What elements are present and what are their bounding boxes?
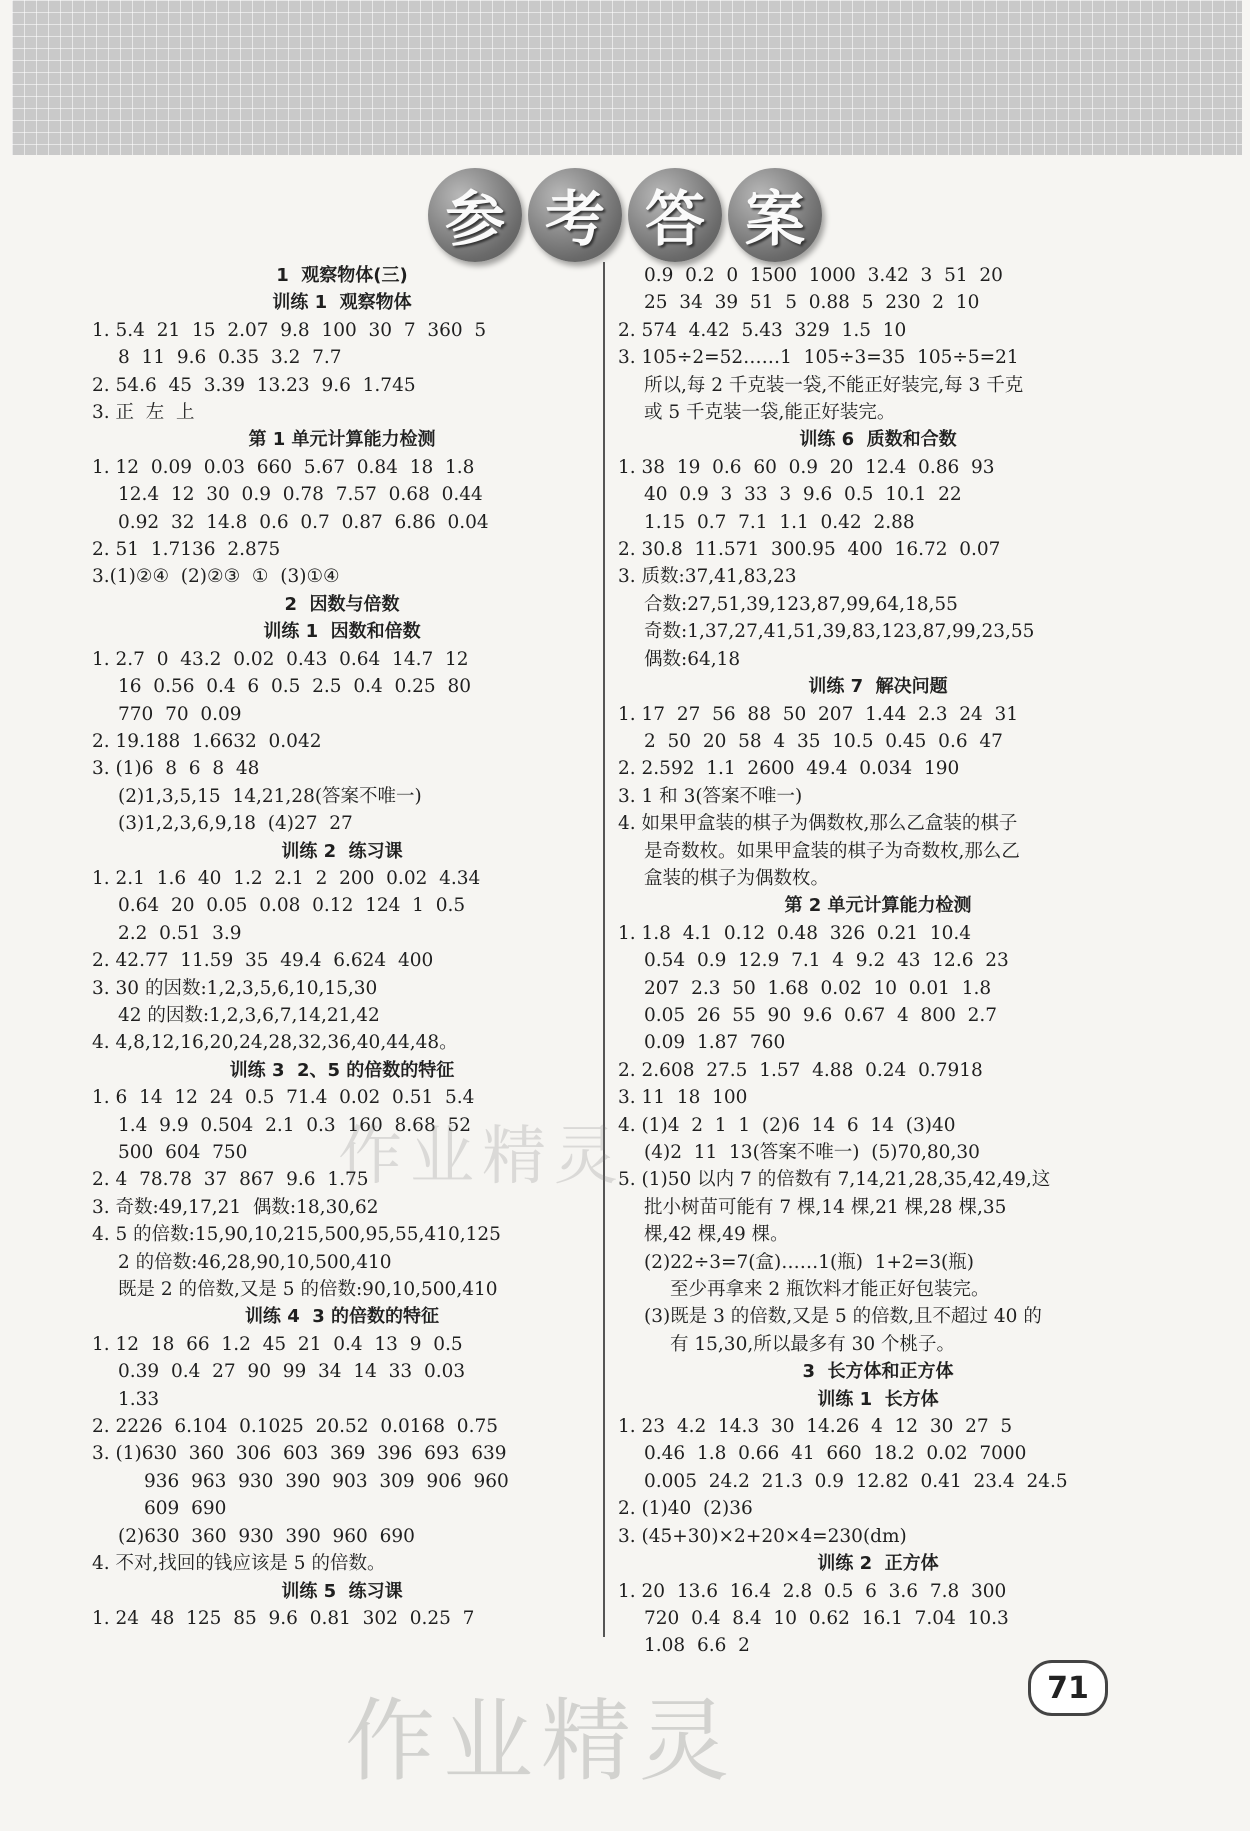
section-heading: 训练 1 长方体 (817, 1388, 939, 1410)
answer-line: 2. 19.188 1.6632 0.042 (92, 730, 322, 752)
answer-line: 4. 4,8,12,16,20,24,28,32,36,40,44,48。 (92, 1032, 458, 1054)
answer-line: 40 0.9 3 33 3 9.6 0.5 10.1 22 (644, 484, 962, 506)
answer-line: 4. 5 的倍数:15,90,10,215,500,95,55,410,125 (92, 1224, 501, 1246)
section-heading: 3 长方体和正方体 (802, 1361, 954, 1383)
answer-line: (2)1,3,5,15 14,21,28(答案不唯一) (118, 785, 422, 807)
answer-line: 1. 20 13.6 16.4 2.8 0.5 6 3.6 7.8 300 (618, 1580, 1007, 1602)
answer-line: 2. 2.608 27.5 1.57 4.88 0.24 0.7918 (618, 1059, 983, 1081)
answer-line: 25 34 39 51 5 0.88 5 230 2 10 (644, 292, 980, 314)
section-heading: 第 1 单元计算能力检测 (248, 429, 436, 451)
answer-line: 0.005 24.2 21.3 0.9 12.82 0.41 23.4 24.5 (644, 1470, 1068, 1492)
answer-line: 2. (1)40 (2)36 (618, 1498, 753, 1520)
section-heading: 训练 2 正方体 (817, 1553, 939, 1575)
answer-line: 720 0.4 8.4 10 0.62 16.1 7.04 10.3 (644, 1607, 1009, 1629)
watermark: 作业精灵 (338, 1120, 626, 1194)
answer-line: 3. 正 左 上 (92, 402, 195, 424)
answer-line: 奇数:1,37,27,41,51,39,83,123,87,99,23,55 (644, 621, 1035, 643)
header-grid-band (12, 0, 1242, 155)
answer-line: 所以,每 2 千克装一袋,不能正好装完,每 3 千克 (644, 374, 1024, 396)
column-divider (603, 262, 605, 1637)
answer-line: 1.15 0.7 7.1 1.1 0.42 2.88 (644, 511, 915, 533)
section-heading: 1 观察物体(三) (276, 265, 408, 286)
section-heading: 训练 1 观察物体 (272, 292, 412, 314)
answer-line: 3. 30 的因数:1,2,3,5,6,10,15,30 (92, 977, 378, 999)
answer-line: 4. 不对,找回的钱应该是 5 的倍数。 (92, 1553, 386, 1575)
answer-line: 偶数:64,18 (644, 648, 741, 670)
answer-line: 2. 51 1.7136 2.875 (92, 539, 281, 561)
answer-line: 批小树苗可能有 7 棵,14 棵,21 棵,28 棵,35 (644, 1196, 1007, 1218)
answer-line: 0.92 32 14.8 0.6 0.7 0.87 6.86 0.04 (118, 511, 489, 533)
answer-line: (2)630 360 930 390 960 690 (118, 1525, 415, 1547)
section-heading: 训练 7 解决问题 (808, 676, 948, 698)
answer-line: 有 15,30,所以最多有 30 个桃子。 (670, 1333, 956, 1355)
answer-line: 3. 105÷2=52……1 105÷3=35 105÷5=21 (618, 347, 1019, 369)
answer-line: 4. 如果甲盒装的棋子为偶数枚,那么乙盒装的棋子 (618, 813, 1018, 835)
answer-line: 4. (1)4 2 1 1 (2)6 14 6 14 (3)40 (618, 1114, 956, 1136)
answer-line: 42 的因数:1,2,3,6,7,14,21,42 (118, 1004, 380, 1026)
answer-line: (4)2 11 13(答案不唯一) (5)70,80,30 (644, 1142, 980, 1163)
answer-line: (3)既是 3 的倍数,又是 5 的倍数,且不超过 40 的 (644, 1306, 1042, 1328)
answer-line: 0.39 0.4 27 90 99 34 14 33 0.03 (118, 1361, 466, 1383)
section-heading: 训练 5 练习课 (281, 1580, 403, 1602)
page-number: 71 (1028, 1660, 1108, 1716)
answer-line: 3. 奇数:49,17,21 偶数:18,30,62 (92, 1196, 379, 1218)
answer-line: 2. 42.77 11.59 35 49.4 6.624 400 (92, 950, 434, 972)
section-heading: 训练 1 因数和倍数 (263, 621, 421, 643)
section-heading: 训练 2 练习课 (281, 840, 403, 862)
answer-line: 936 963 930 390 903 309 906 960 (144, 1470, 509, 1492)
answer-line: 3. 11 18 100 (618, 1087, 748, 1109)
answer-line: 207 2.3 50 1.68 0.02 10 0.01 1.8 (644, 977, 992, 999)
answer-line: 1. 23 4.2 14.3 30 14.26 4 12 30 27 5 (618, 1416, 1013, 1438)
answer-line: 3. 1 和 3(答案不唯一) (618, 785, 803, 807)
watermark: 作业精灵 (345, 1689, 737, 1794)
answer-line: 1. 38 19 0.6 60 0.9 20 12.4 0.86 93 (618, 456, 995, 478)
answer-line: 0.05 26 55 90 9.6 0.67 4 800 2.7 (644, 1004, 998, 1026)
answer-line: 500 604 750 (118, 1142, 248, 1163)
answer-line: 2 的倍数:46,28,90,10,500,410 (118, 1251, 392, 1273)
section-heading: 第 2 单元计算能力检测 (784, 895, 972, 917)
answer-line: 1. 2.1 1.6 40 1.2 2.1 2 200 0.02 4.34 (92, 867, 481, 889)
left-answer-column (92, 262, 592, 1632)
answer-line: 3. (1)630 360 306 603 369 396 693 639 (92, 1443, 507, 1465)
section-heading: 训练 6 质数和合数 (799, 429, 957, 451)
section-heading: 训练 3 2、5 的倍数的特征 (229, 1059, 455, 1081)
title-char: 考 (528, 168, 622, 262)
answer-line: (3)1,2,3,6,9,18 (4)27 27 (118, 813, 353, 835)
section-heading: 训练 4 3 的倍数的特征 (244, 1306, 440, 1328)
answer-line: 3. (1)6 8 6 8 48 (92, 758, 260, 780)
page-title (0, 168, 1250, 262)
answer-line: 1. 2.7 0 43.2 0.02 0.43 0.64 14.7 12 (92, 648, 469, 670)
answer-line: 1. 6 14 12 24 0.5 71.4 0.02 0.51 5.4 (92, 1087, 475, 1109)
answer-line: 2. 2226 6.104 0.1025 20.52 0.0168 0.75 (92, 1416, 498, 1438)
answer-line: 3. (45+30)×2+20×4=230(dm) (618, 1525, 907, 1547)
answer-line: 1. 24 48 125 85 9.6 0.81 302 0.25 7 (92, 1607, 475, 1629)
answer-line: 1.33 (118, 1388, 160, 1410)
answer-line: 16 0.56 0.4 6 0.5 2.5 0.4 0.25 80 (118, 676, 472, 698)
answer-line: 1. 5.4 21 15 2.07 9.8 100 30 7 360 5 (92, 319, 487, 341)
answer-line: 2. 54.6 45 3.39 13.23 9.6 1.745 (92, 374, 416, 396)
answer-line: 至少再拿来 2 瓶饮料才能正好包装完。 (670, 1279, 990, 1301)
answer-line: 1. 12 18 66 1.2 45 21 0.4 13 9 0.5 (92, 1333, 463, 1355)
answer-line: 或 5 千克装一袋,能正好装完。 (644, 402, 896, 424)
answer-line: 盒装的棋子为偶数枚。 (644, 867, 830, 889)
answer-line: 2. 574 4.42 5.43 329 1.5 10 (618, 319, 907, 341)
title-char: 案 (728, 168, 822, 262)
answer-line: 2. 30.8 11.571 300.95 400 16.72 0.07 (618, 539, 1001, 561)
answer-line: 是奇数枚。如果甲盒装的棋子为奇数枚,那么乙 (644, 840, 1020, 862)
answer-line: 1. 1.8 4.1 0.12 0.48 326 0.21 10.4 (618, 922, 972, 944)
answer-line: 0.54 0.9 12.9 7.1 4 9.2 43 12.6 23 (644, 950, 1009, 972)
answer-line: 2 50 20 58 4 35 10.5 0.45 0.6 47 (644, 730, 1003, 752)
answer-line: (2)22÷3=7(盒)……1(瓶) 1+2=3(瓶) (644, 1251, 974, 1273)
section-heading: 2 因数与倍数 (284, 593, 400, 615)
answer-line: 2. 2.592 1.1 2600 49.4 0.034 190 (618, 758, 960, 780)
answer-line: 棵,42 棵,49 棵。 (644, 1224, 789, 1246)
answer-line: 12.4 12 30 0.9 0.78 7.57 0.68 0.44 (118, 484, 483, 506)
answer-line: 1.4 9.9 0.504 2.1 0.3 160 8.68 52 (118, 1114, 472, 1136)
answer-line: 2. 4 78.78 37 867 9.6 1.75 (92, 1169, 369, 1191)
answer-line: 0.09 1.87 760 (644, 1032, 786, 1054)
answer-line: 8 11 9.6 0.35 3.2 7.7 (118, 347, 342, 369)
answer-line: 3. 质数:37,41,83,23 (618, 566, 797, 588)
title-char: 参 (428, 168, 522, 262)
answer-line: 609 690 (144, 1498, 227, 1520)
title-char: 答 (628, 168, 722, 262)
answer-line: 合数:27,51,39,123,87,99,64,18,55 (644, 593, 958, 615)
answer-line: 2.2 0.51 3.9 (118, 922, 242, 944)
answer-line: 0.46 1.8 0.66 41 660 18.2 0.02 7000 (644, 1443, 1027, 1465)
answer-line: 0.9 0.2 0 1500 1000 3.42 3 51 20 (644, 265, 1003, 286)
answer-line: 1.08 6.6 2 (644, 1635, 750, 1657)
answer-line: 5. (1)50 以内 7 的倍数有 7,14,21,28,35,42,49,这 (618, 1169, 1051, 1191)
answer-line: 0.64 20 0.05 0.08 0.12 124 1 0.5 (118, 895, 466, 917)
answer-line: 既是 2 的倍数,又是 5 的倍数:90,10,500,410 (118, 1279, 498, 1301)
answer-line: 1. 12 0.09 0.03 660 5.67 0.84 18 1.8 (92, 456, 475, 478)
answer-line: 3.(1)②④ (2)②③ ① (3)①④ (92, 566, 340, 588)
answer-line: 770 70 0.09 (118, 703, 242, 725)
right-answer-column (618, 262, 1138, 1660)
answer-line: 1. 17 27 56 88 50 207 1.44 2.3 24 31 (618, 703, 1019, 725)
